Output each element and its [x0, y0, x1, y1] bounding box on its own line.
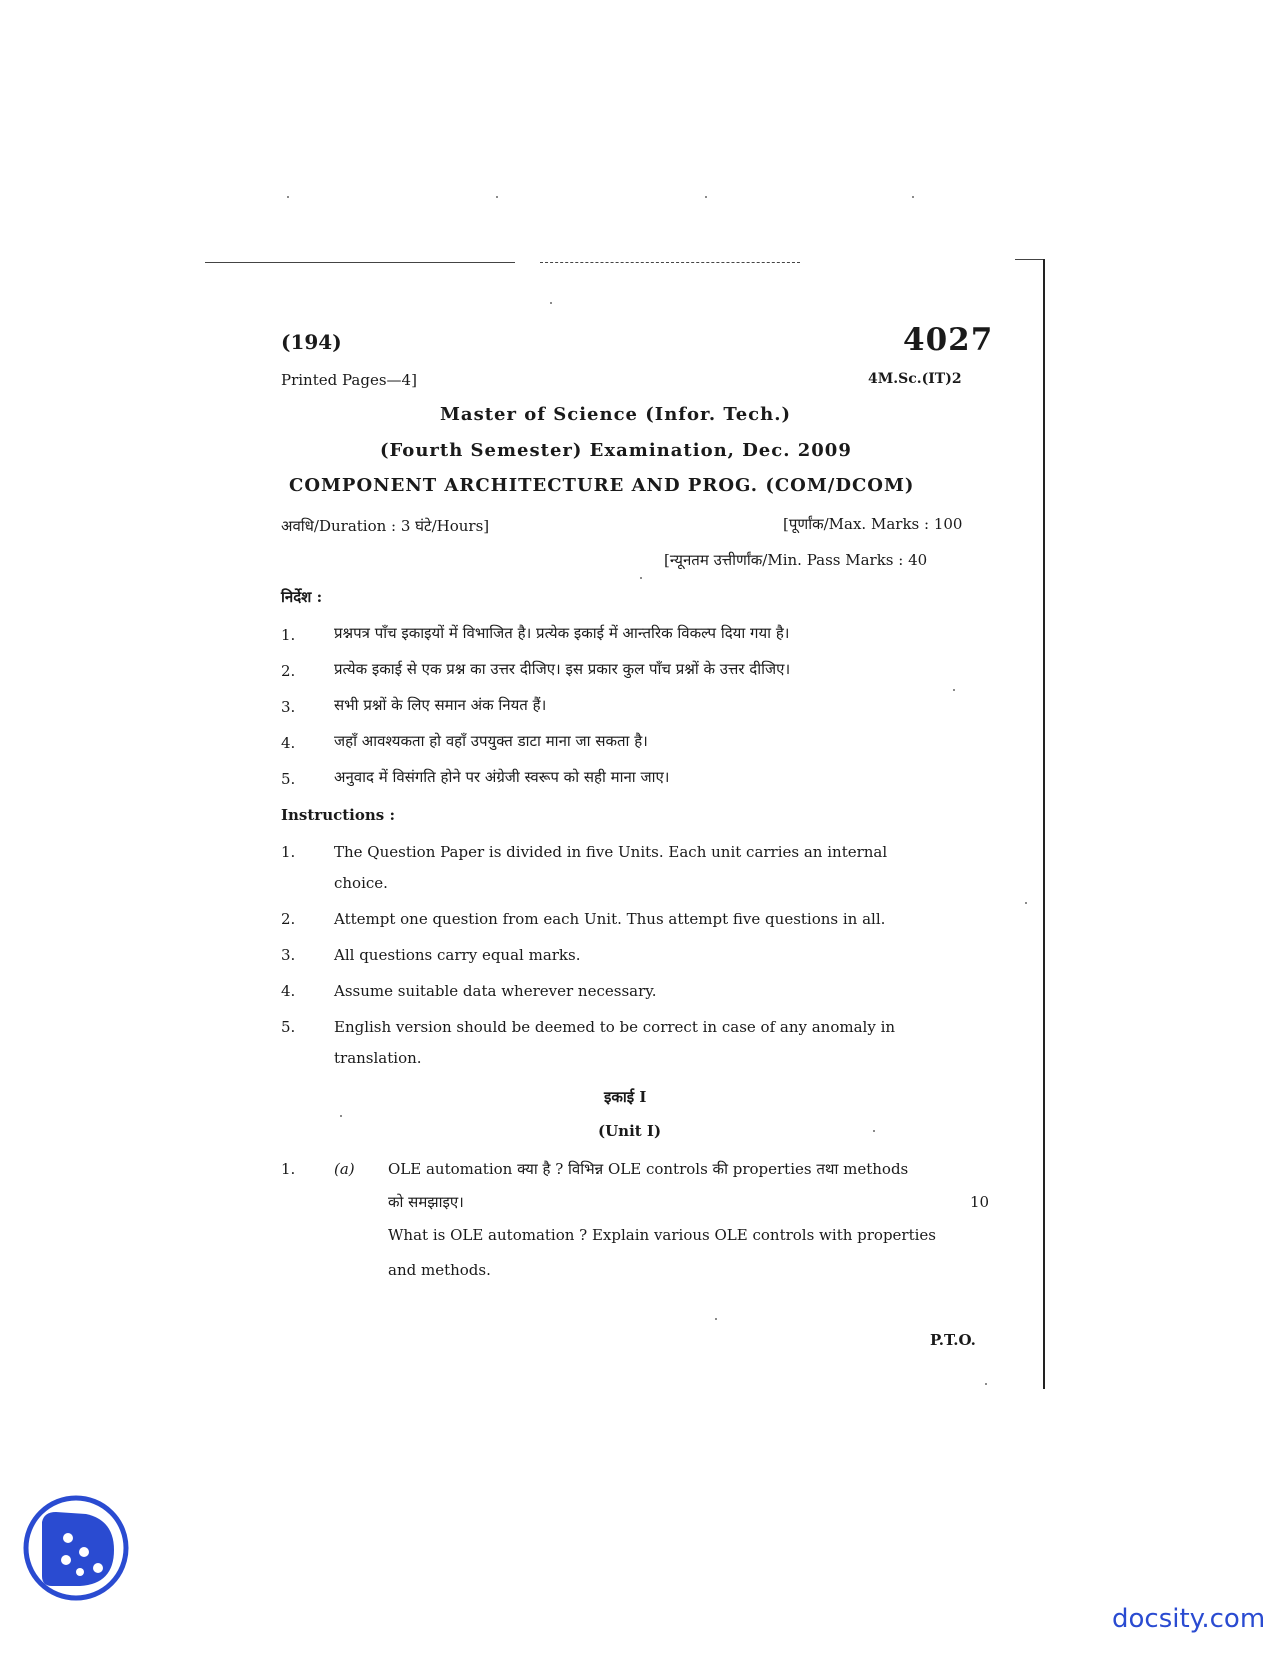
instruction-1-num: 1. [281, 843, 296, 861]
scan-speck [640, 577, 642, 579]
scan-speck [953, 689, 955, 691]
hindi-item-3-num: 3. [281, 698, 296, 716]
unit-heading-hindi: इकाई I [604, 1088, 647, 1106]
scan-speck [705, 196, 707, 198]
instruction-3-line-1: All questions carry equal marks. [334, 946, 581, 964]
top-rule-mid [540, 262, 800, 263]
instruction-5-line-2: translation. [334, 1049, 422, 1067]
instruction-3-num: 3. [281, 946, 296, 964]
scan-speck [715, 1318, 717, 1320]
hindi-item-2-text: प्रत्येक इकाई से एक प्रश्न का उत्तर दीजिए। इस प्रकार कुल पाँच प्रश्नों के उत्तर दीजिए। [334, 660, 791, 678]
instruction-4-line-1: Assume suitable data wherever necessary. [334, 982, 657, 1000]
instruction-2-num: 2. [281, 910, 296, 928]
top-rule-left [205, 262, 515, 263]
instruction-5-line-1: English version should be deemed to be correct in case of any anomaly in [334, 1018, 896, 1036]
scan-speck [873, 1130, 875, 1132]
scan-speck [496, 196, 498, 198]
duration: अवधि/Duration : 3 घंटे/Hours] [281, 517, 490, 535]
hindi-item-2-num: 2. [281, 662, 296, 680]
title-line-2: (Fourth Semester) Examination, Dec. 2009 [380, 440, 852, 461]
scan-speck [287, 196, 289, 198]
question-1-hindi-line-1: OLE automation क्या है ? विभिन्न OLE controls की properties तथा methods [388, 1160, 909, 1178]
docsity-watermark: docsity.com [1112, 1604, 1266, 1634]
question-1-english-line-2: and methods. [388, 1261, 491, 1279]
hindi-item-5-num: 5. [281, 770, 296, 788]
scan-speck [912, 196, 914, 198]
paper-number: (194) [281, 330, 342, 354]
hindi-item-1-text: प्रश्नपत्र पाँच इकाइयों में विभाजित है। प्रत्येक इकाई में आन्तरिक विकल्प दिया गया है। [334, 624, 790, 642]
paper-code: 4027 [903, 322, 994, 358]
scan-speck [985, 1383, 987, 1385]
instruction-1-line-1: The Question Paper is divided in five Units. Each unit carries an internal [334, 843, 888, 861]
instruction-2-line-1: Attempt one question from each Unit. Thus attempt five questions in all. [334, 910, 886, 928]
instruction-4-num: 4. [281, 982, 296, 1000]
top-rule-right [1015, 259, 1045, 260]
right-border-line [1043, 259, 1045, 1389]
scan-speck [550, 302, 552, 304]
course-code: 4M.Sc.(IT)2 [868, 371, 962, 387]
hindi-item-4-text: जहाँ आवश्यकता हो वहाँ उपयुक्त डाटा माना जा सकता है। [334, 732, 648, 750]
hindi-item-3-text: सभी प्रश्नों के लिए समान अंक नियत हैं। [334, 696, 547, 714]
question-1-num: 1. [281, 1160, 296, 1178]
pto-label: P.T.O. [930, 1331, 976, 1349]
question-1-marks: 10 [970, 1193, 990, 1211]
instruction-5-num: 5. [281, 1018, 296, 1036]
hindi-instructions-heading: निर्देश : [281, 588, 323, 606]
docsity-logo-icon [22, 1494, 130, 1602]
unit-heading-english: (Unit I) [598, 1122, 662, 1140]
min-pass-marks: [न्यूनतम उत्तीर्णांक/Min. Pass Marks : 40 [664, 551, 928, 569]
hindi-item-1-num: 1. [281, 626, 296, 644]
title-line-3: COMPONENT ARCHITECTURE AND PROG. (COM/DCOM) [289, 475, 915, 496]
printed-pages: Printed Pages—4] [281, 371, 417, 389]
instruction-1-line-2: choice. [334, 874, 388, 892]
question-1-part-a: (a) [334, 1160, 355, 1178]
hindi-item-5-text: अनुवाद में विसंगति होने पर अंग्रेजी स्वरूप को सही माना जाए। [334, 768, 670, 786]
question-1-english-line-1: What is OLE automation ? Explain various OLE controls with properties [388, 1226, 937, 1244]
question-1-hindi-line-2: को समझाइए। [388, 1193, 464, 1211]
scan-speck [340, 1115, 342, 1117]
hindi-item-4-num: 4. [281, 734, 296, 752]
max-marks: [पूर्णांक/Max. Marks : 100 [783, 515, 963, 533]
scan-speck [1025, 902, 1027, 904]
english-instructions-heading: Instructions : [281, 806, 395, 824]
title-line-1: Master of Science (Infor. Tech.) [440, 404, 792, 425]
